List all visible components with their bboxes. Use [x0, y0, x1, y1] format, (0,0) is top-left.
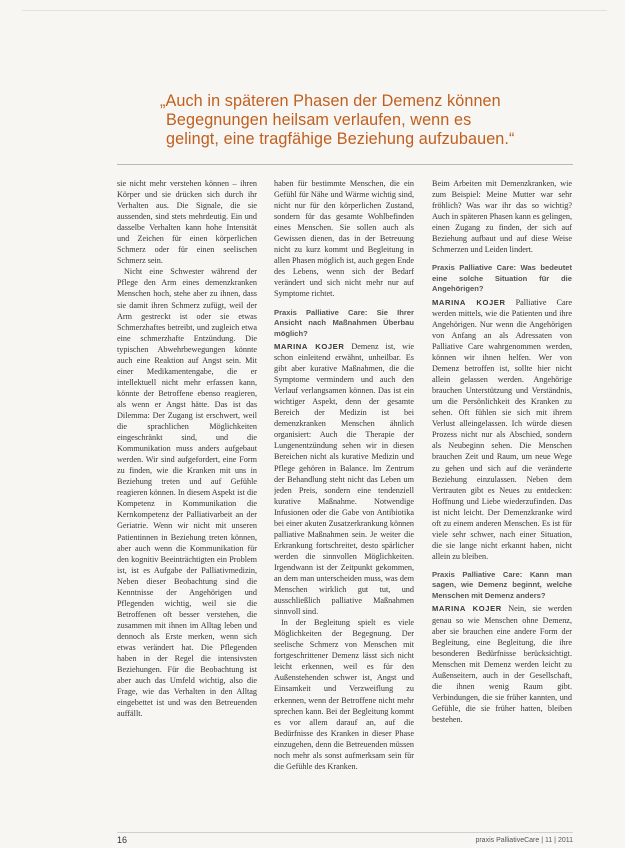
footer-divider: [117, 832, 573, 833]
paragraph: haben für bestimmte Menschen, die ein Gefühl für Nähe und Wärme wichtig sind, nicht nur für den körperlichen Zustand, sondern für das gesamte Wohlbefinden eines Menschen. Sie sollen auch als Gewissen dienen, das in der Betreuung nicht zu kurz kommt und Begleitung in allen Phasen möglich ist, auch gegen Ende des Lebens, wenn sich der Bedarf verändert und sich nicht mehr nur auf Symptome richtet.: [274, 179, 414, 299]
page-number: 16: [117, 835, 128, 845]
paragraph: In der Begleitung spielt es viele Möglichkeiten der Begegnung. Der seelische Schmerz von Menschen mit fortgeschrittener Demenz lässt sich nicht leicht erkennen, weil es für den Außenstehenden schwer ist, Angst und Einsamkeit und Verzweiflung zu erkennen, wenn der Betroffene nicht mehr sprechen kann. Bei der Begleitung kommt es vor allem darauf an, auf die Bedürfnisse des Kranken in dieser Phase einzugehen, denn die Betreuenden müssen noch mehr als sonst aufmerksam sein für die Gefühle des Kranken.: [274, 618, 414, 771]
journal-reference: praxis PalliativeCare | 11 | 2011: [475, 837, 573, 844]
speaker-name: MARINA KOJER: [432, 604, 502, 614]
pull-quote-line-3: gelingt, eine tragfähige Beziehung aufzubauen.“: [166, 130, 515, 148]
pull-quote-line-1: „Auch in späteren Phasen der Demenz können: [160, 92, 501, 110]
pull-quote: [160, 92, 560, 149]
answer-text: Demenz ist, wie schon einleitend erwähnt, unheilbar. Es gibt aber kurative Maßnahmen, die die Symptome vermindern und auch den Verlauf verlangsamen können. Das ist ein wichtiger Aspekt, denn der gesamte Bereich der Medizin ist bei demenzkranken Menschen ähnlich organisiert: Auch die Therapie der Lungenentzündung sehen wir in diesen Bereichen nicht als kurative Medizin und Pflege gehören in Balance. Im Zentrum der Behandlung steht nicht das Leben um jeden Preis, sondern eine tendenziell kurative Maßnahme. Notwendige Infusionen oder die Gabe von Antibiotika bei einer akuten Zusatzerkrankung können palliative Maßnahmen sein. Je weiter die Erkrankung fortschreitet, desto spärlicher werden die sinnvollen Möglichkeiten. Irgendwann ist der Zeitpunkt gekommen, an dem man unterscheiden muss, was dem Menschen wirklich gut tut, und ausschließlich palliative Maßnahmen sinnvoll sind.: [274, 342, 414, 617]
text-column-3: [432, 178, 572, 828]
answer-paragraph: [432, 297, 572, 562]
text-column-2: [274, 178, 414, 828]
page-footer: [117, 837, 573, 847]
answer-text: Palliative Care werden mittels, wie die Patienten und ihre Angehörigen. Nur wenn die Angehörigen von Anfang an als Adressaten von Palliative Care wahrgenommen werden, können wir ihnen helfen. Wer von Demenz betroffen ist, sollte hier nicht allein gelassen werden. Angehörige brauchen Unterstützung und Verständnis, um die Persönlichkeit des Kranken zu sehen. Oft fühlen sie sich mit ihrem Verlust alleingelassen. Ich würde diesen Prozess nicht nur als Abschied, sondern als Neubeginn sehen. Die Menschen brauchen Zeit und Raum, um neue Wege zu gehen und sich auf die veränderte Beziehung einzulassen. Neben dem Vertrauten gibt es Neues zu entdecken: Hoffnung und Liebe wiederzufinden. Das ist nicht leicht. Der Demenzkranke wird oft zu einem anderen Menschen. Es ist für viele sehr schwer, nach einer Situation, die sie lange nicht erkannt haben, nicht allein zu bleiben.: [432, 297, 572, 561]
answer-paragraph: [432, 603, 572, 725]
text-column-1: [117, 178, 257, 828]
interview-question: Praxis Palliative Care: Was bedeutet eine solche Situation für die Angehörigen?: [432, 263, 572, 294]
speaker-name: MARINA KOJER: [432, 297, 506, 307]
answer-text: Nein, sie werden genau so wie Menschen ohne Demenz, aber sie brauchen eine andere Form der Begleitung, eine Begleitung, die ihre besonderen Bedürfnisse berücksichtigt. Menschen mit Demenz werden leicht zu Außenseitern, auch in der Gesellschaft, die ihnen wenig Raum gibt. Verbindungen, die sie früher kannten, und Gefühle, die sie früher hatten, bleiben bestehen.: [432, 604, 572, 724]
speaker-name: MARINA KOJER: [274, 342, 345, 352]
answer-paragraph: [274, 341, 414, 617]
pull-quote-divider: [117, 164, 573, 165]
interview-question: Praxis Palliative Care: Kann man sagen, wie Demenz beginnt, welche Menschen mit Demenz anders?: [432, 569, 572, 600]
page-edge-line: [22, 10, 607, 11]
interview-question: Praxis Palliative Care: Sie Ihrer Ansicht nach Maßnahmen Überbau möglich?: [274, 307, 414, 338]
pull-quote-line-2: Begegnungen heilsam verlaufen, wenn es: [166, 111, 472, 129]
paragraph: sie nicht mehr verstehen können – ihren Körper und sie drücken sich durch ihr Verhalten aus. Die Signale, die sie aussenden, sind stets mehrdeutig. Ein und dasselbe Verhalten kann hohe Intensität und Zeichen für einen körperlichen Schmerz oder für einen seelischen Schmerz sein.: [117, 179, 257, 266]
paragraph: Beim Arbeiten mit Demenzkranken, wie zum Beispiel: Meine Mutter war sehr fröhlich? Was war ihr das so wichtig? Auch in späteren Phasen kann es gelingen, einen Zugang zu finden, der sich auf Beziehung aufbaut und auf diese Weise Schmerzen und Leiden lindert.: [432, 179, 572, 255]
paragraph: Nicht eine Schwester während der Pflege den Arm eines demenzkranken Menschen hoch, stehe aber zu ihnen, dass sie damit ihren Schmerz zufügt, weil der Arm gestreckt ist oder sie etwas Schmerzhaftes betreibt, und zugleich etwa eine schmerzhafte Entzündung. Die typischen Abwehrbewegungen könnte auch eine Reaktion auf Angst sein. Mit einer Medikamentengabe, die er intellektuell nicht mehr erfassen kann, könnte der Betroffene ebenso reagieren, als wenn er Angst hätte. Das ist das Dilemma: Der Zugang ist erschwert, weil die sprachlichen Möglichkeiten eingeschränkt sind, und die Kommunikation muss anders aufgebaut werden. Wir sind aufgefordert, eine Form zu finden, wie die Kranken mit uns in Beziehung treten und auf Gefühle reagieren können. In diesem Aspekt ist die Kompetenz in Kommunikation die Kernkompetenz der Palliativarbeit an der Geriatrie. Wenn wir nicht mit unseren Patientinnen in Beziehung treten können, aber auch wenn die Kommunikation für den kognitiv Beeinträchtigten ein Problem ist, ist es Aufgabe der Palliativmedizin, Neben dieser Beobachtung sind die Kenntnisse der Angehörigen und Pflegenden wichtig, weil sie die Betroffenen oft besser verstehen, die zusammen mit ihnen im Alltag leben und dennoch als Erste merken, wenn sich etwas verändert hat. Die Pflegenden haben in der Regel die intensivsten Beziehungen. Für die Beobachtung ist aber auch das Umfeld wichtig, also die Frage, wie das Verhalten in den Alltag eingebettet ist und was den Betreuenden auffällt.: [117, 267, 257, 719]
